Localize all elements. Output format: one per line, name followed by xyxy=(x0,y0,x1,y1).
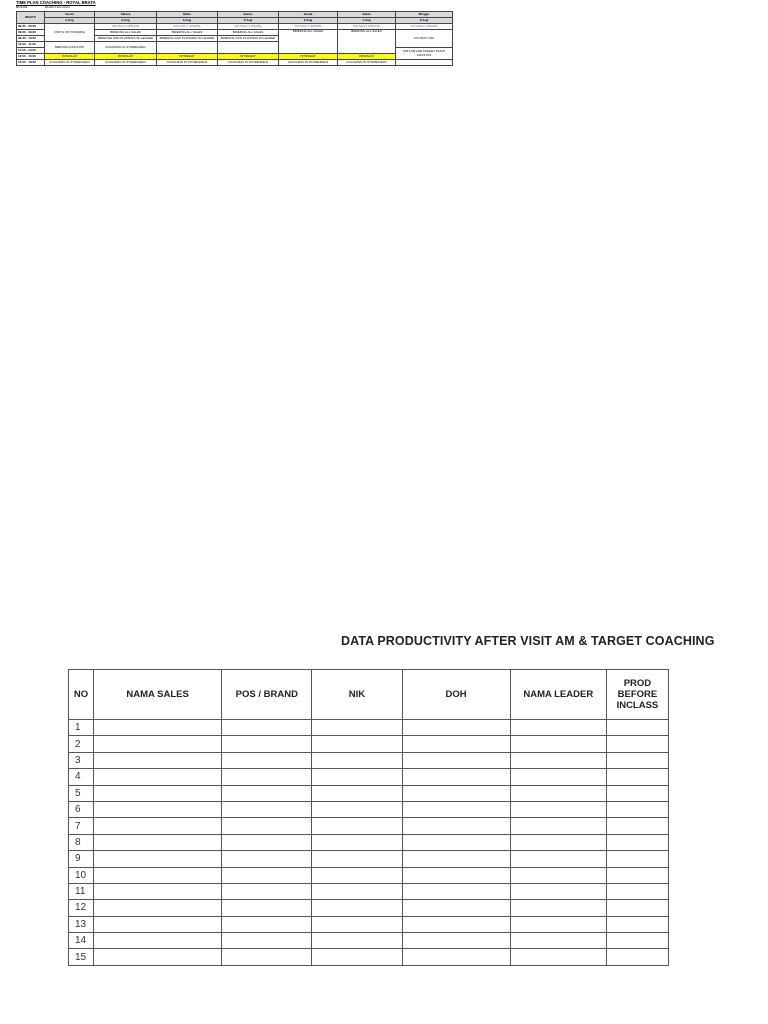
table-row xyxy=(69,834,669,850)
table-cell[interactable] xyxy=(312,883,402,899)
table-cell[interactable] xyxy=(222,883,312,899)
col-header-doh: DOH xyxy=(402,670,510,720)
schedule-cell: BRIEFING ALL SALES xyxy=(157,30,218,36)
day-header: Sabtu xyxy=(338,12,396,18)
schedule-cell: BRIEFING ALL SALES xyxy=(338,30,396,54)
date-header: 4-Aug xyxy=(157,18,218,24)
schedule-cell: KPI DAILY UPDATE xyxy=(95,24,157,30)
table-cell[interactable] xyxy=(402,736,510,752)
table-cell[interactable] xyxy=(94,867,222,883)
col-header-nik: NIK xyxy=(312,670,402,720)
schedule-cell xyxy=(157,42,218,54)
day-header: Jumat xyxy=(279,12,338,18)
productivity-title: DATA PRODUCTIVITY AFTER VISIT AM & TARGET COACHING xyxy=(341,634,715,648)
table-cell[interactable] xyxy=(222,834,312,850)
table-row xyxy=(69,801,669,817)
schedule-cell: ISTIRAHAT xyxy=(338,54,396,60)
col-header-nama-sales: NAMA SALES xyxy=(94,670,222,720)
table-cell[interactable] xyxy=(402,752,510,768)
table-cell[interactable] xyxy=(510,900,606,916)
table-cell[interactable] xyxy=(312,900,402,916)
table-row xyxy=(69,720,669,736)
schedule-cell: BRIEFING ALL SALES xyxy=(95,30,157,36)
table-cell[interactable] xyxy=(402,801,510,817)
schedule-cell: ISTIRAHAT xyxy=(157,54,218,60)
schedule-cell: COACHING IN STORE/FIELD xyxy=(218,60,279,66)
day-header: Selasa xyxy=(95,12,157,18)
table-cell[interactable] xyxy=(94,736,222,752)
schedule-cell: KPI DAILY UPDATE xyxy=(338,24,396,30)
table-cell[interactable] xyxy=(510,949,606,965)
table-cell[interactable] xyxy=(222,720,312,736)
schedule-cell: BRIEFING DAN PLANNING W/ LEADER xyxy=(157,36,218,42)
table-cell[interactable] xyxy=(94,916,222,932)
table-cell[interactable] xyxy=(606,720,668,736)
table-cell[interactable] xyxy=(222,851,312,867)
table-cell[interactable] xyxy=(94,949,222,965)
productivity-table xyxy=(68,669,669,966)
table-cell[interactable] xyxy=(94,851,222,867)
col-header-no: NO xyxy=(69,670,94,720)
table-cell[interactable] xyxy=(94,818,222,834)
table-cell[interactable] xyxy=(94,720,222,736)
day-header: Minggu xyxy=(396,12,453,18)
schedule-cell: COACHING IN STORE/FIELD xyxy=(157,60,218,66)
table-cell[interactable] xyxy=(402,900,510,916)
table-cell[interactable] xyxy=(312,818,402,834)
time-cell: 13:00 - 15:00 xyxy=(17,54,45,60)
table-cell[interactable] xyxy=(402,769,510,785)
table-cell[interactable] xyxy=(94,900,222,916)
schedule-cell: BRIEFING ALL SALES xyxy=(279,30,338,54)
table-row xyxy=(69,900,669,916)
row-number: 12 xyxy=(69,900,94,916)
table-cell[interactable] xyxy=(606,916,668,932)
time-cell: 08:30 - 09:00 xyxy=(17,24,45,30)
timeplan-section xyxy=(16,0,452,66)
schedule-cell: KPI DAILY UPDATE xyxy=(218,24,279,30)
table-cell[interactable] xyxy=(312,769,402,785)
row-number: 10 xyxy=(69,867,94,883)
schedule-cell: KPI DAILY UPDATE xyxy=(396,24,453,30)
table-cell[interactable] xyxy=(222,933,312,949)
schedule-cell: ISTIRAHAT xyxy=(279,54,338,60)
table-cell[interactable] xyxy=(312,720,402,736)
time-cell: 10:00 - 11:00 xyxy=(17,42,45,48)
table-cell[interactable] xyxy=(402,785,510,801)
table-cell[interactable] xyxy=(312,752,402,768)
table-cell[interactable] xyxy=(510,834,606,850)
table-cell[interactable] xyxy=(222,818,312,834)
row-number: 1 xyxy=(69,720,94,736)
table-cell[interactable] xyxy=(510,818,606,834)
table-cell[interactable] xyxy=(606,834,668,850)
table-cell[interactable] xyxy=(606,818,668,834)
table-cell[interactable] xyxy=(402,949,510,965)
table-cell[interactable] xyxy=(312,933,402,949)
table-cell[interactable] xyxy=(606,851,668,867)
schedule-cell: COACHING IN STORE/FIELD xyxy=(95,42,157,54)
table-cell[interactable] xyxy=(402,867,510,883)
schedule-cell: COACHING IN STORE/FIELD xyxy=(279,60,338,66)
day-header: Kamis xyxy=(218,12,279,18)
table-cell[interactable] xyxy=(94,883,222,899)
schedule-cell: BRIEFING DAN PLANNING W/ LEADER xyxy=(95,36,157,42)
time-cell: 15:00 - 18:00 xyxy=(17,60,45,66)
table-cell[interactable] xyxy=(510,752,606,768)
table-cell[interactable] xyxy=(402,883,510,899)
row-number: 7 xyxy=(69,818,94,834)
table-row xyxy=(69,785,669,801)
row-number: 8 xyxy=(69,834,94,850)
table-cell[interactable] xyxy=(510,720,606,736)
table-cell[interactable] xyxy=(312,801,402,817)
table-cell[interactable] xyxy=(510,785,606,801)
table-cell[interactable] xyxy=(402,916,510,932)
day-header: Rabu xyxy=(157,12,218,18)
table-cell[interactable] xyxy=(222,752,312,768)
row-number: 2 xyxy=(69,736,94,752)
table-cell[interactable] xyxy=(606,752,668,768)
schedule-cell: ISTIRAHAT xyxy=(95,54,157,60)
table-cell[interactable] xyxy=(222,785,312,801)
table-cell[interactable] xyxy=(510,883,606,899)
table-cell[interactable] xyxy=(94,933,222,949)
table-cell[interactable] xyxy=(402,818,510,834)
table-cell[interactable] xyxy=(510,916,606,932)
table-cell[interactable] xyxy=(222,916,312,932)
table-cell[interactable] xyxy=(402,851,510,867)
date-header: 8-Aug xyxy=(396,18,453,24)
table-cell[interactable] xyxy=(94,785,222,801)
table-cell[interactable] xyxy=(606,900,668,916)
col-header-pos-brand: POS / BRAND xyxy=(222,670,312,720)
row-number: 5 xyxy=(69,785,94,801)
table-row xyxy=(69,949,669,965)
schedule-cell: BRIEFING ALL SALES xyxy=(218,30,279,36)
table-row xyxy=(69,916,669,932)
table-cell[interactable] xyxy=(222,949,312,965)
table-cell[interactable] xyxy=(222,769,312,785)
time-cell: 09:00 - 09:30 xyxy=(17,30,45,36)
table-cell[interactable] xyxy=(510,851,606,867)
table-row xyxy=(69,818,669,834)
day-header: Senin xyxy=(45,12,95,18)
date-header: 6-Aug xyxy=(279,18,338,24)
row-number: 13 xyxy=(69,916,94,932)
schedule-cell xyxy=(396,60,453,66)
table-cell[interactable] xyxy=(606,785,668,801)
table-cell[interactable] xyxy=(402,933,510,949)
timeplan-title: TIME PLAN COACHING - ROYAL BRATA xyxy=(16,0,96,5)
schedule-cell: ISTIRAHAT xyxy=(218,54,279,60)
date-header: 2-Aug xyxy=(45,18,95,24)
table-cell[interactable] xyxy=(94,801,222,817)
table-cell[interactable] xyxy=(606,949,668,965)
row-number: 6 xyxy=(69,801,94,817)
table-cell[interactable] xyxy=(94,834,222,850)
table-cell[interactable] xyxy=(606,736,668,752)
table-cell[interactable] xyxy=(222,867,312,883)
schedule-cell: COACHING IN STORE/FIELD xyxy=(45,60,95,66)
row-number: 4 xyxy=(69,769,94,785)
table-cell[interactable] xyxy=(312,736,402,752)
schedule-cell: COACHING IN STORE/FIELD xyxy=(338,60,396,66)
schedule-cell: CUTI/DAY OFF xyxy=(396,30,453,48)
table-cell[interactable] xyxy=(312,851,402,867)
table-cell[interactable] xyxy=(510,769,606,785)
row-number: 14 xyxy=(69,933,94,949)
table-cell[interactable] xyxy=(94,769,222,785)
table-cell[interactable] xyxy=(510,933,606,949)
table-cell[interactable] xyxy=(606,883,668,899)
schedule-cell: VISIT & KPI TRAINING xyxy=(45,24,95,42)
time-cell: 09:30 - 10:00 xyxy=(17,36,45,42)
time-cell: 11:00 - 13:00 xyxy=(17,48,45,54)
month-label: BULAN xyxy=(16,5,28,9)
schedule-cell: ISTIRAHAT xyxy=(45,54,95,60)
schedule-cell: COACHING IN STORE/FIELD xyxy=(95,60,157,66)
productivity-body xyxy=(69,720,669,966)
schedule-cell: BRIEFING DAN PLANNING W/ LEADER xyxy=(218,36,279,42)
schedule-cell: MEETING DSS & KPI xyxy=(45,42,95,54)
productivity-header-row xyxy=(69,670,669,720)
schedule-cell xyxy=(218,42,279,54)
table-cell[interactable] xyxy=(402,834,510,850)
schedule-cell: KPI DAILY UPDATE xyxy=(157,24,218,30)
table-cell[interactable] xyxy=(402,720,510,736)
row-number: 15 xyxy=(69,949,94,965)
col-header-nama-leader: NAMA LEADER xyxy=(510,670,606,720)
table-row xyxy=(69,769,669,785)
table-cell[interactable] xyxy=(606,769,668,785)
table-cell[interactable] xyxy=(312,916,402,932)
schedule-cell: KPI DAILY UPDATE xyxy=(279,24,338,30)
table-cell[interactable] xyxy=(312,785,402,801)
table-cell[interactable] xyxy=(606,867,668,883)
table-row xyxy=(69,883,669,899)
table-row xyxy=(69,851,669,867)
table-cell[interactable] xyxy=(222,736,312,752)
waktu-header: WAKTU xyxy=(17,12,45,24)
table-cell[interactable] xyxy=(606,801,668,817)
table-cell[interactable] xyxy=(222,900,312,916)
table-cell[interactable] xyxy=(510,736,606,752)
date-header: 5-Aug xyxy=(218,18,279,24)
col-header-prod-before-inclass: PROD BEFORE INCLASS xyxy=(606,670,668,720)
table-row xyxy=(69,867,669,883)
row-number: 3 xyxy=(69,752,94,768)
table-row xyxy=(69,736,669,752)
table-cell[interactable] xyxy=(222,801,312,817)
table-cell[interactable] xyxy=(312,834,402,850)
table-row xyxy=(69,752,669,768)
date-header: 7-Aug xyxy=(338,18,396,24)
table-cell[interactable] xyxy=(510,801,606,817)
table-row xyxy=(69,933,669,949)
schedule-cell: VISIT AM AND TARGET PLANT AGUSTUS xyxy=(396,48,453,60)
table-cell[interactable] xyxy=(606,933,668,949)
timeplan-table xyxy=(16,11,453,66)
table-cell[interactable] xyxy=(312,867,402,883)
table-cell[interactable] xyxy=(312,949,402,965)
month-value: AGUSTUS 2021 xyxy=(44,5,70,9)
row-number: 11 xyxy=(69,883,94,899)
table-cell[interactable] xyxy=(510,867,606,883)
date-header: 3-Aug xyxy=(95,18,157,24)
row-number: 9 xyxy=(69,851,94,867)
table-cell[interactable] xyxy=(94,752,222,768)
